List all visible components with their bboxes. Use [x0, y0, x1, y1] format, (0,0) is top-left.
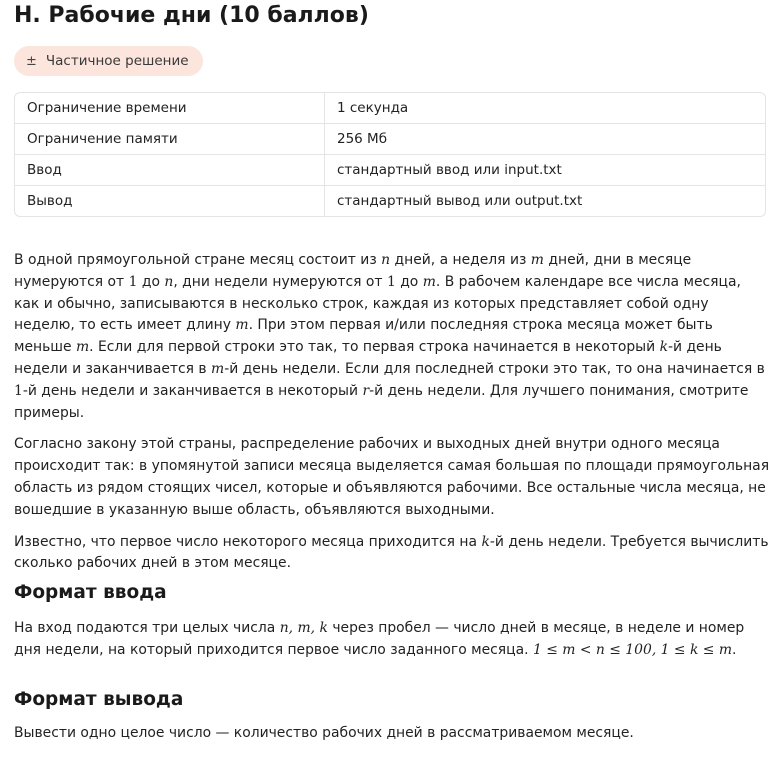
- problem-title: Н. Рабочие дни (10 баллов): [14, 3, 369, 28]
- text-span: -й день недели и заканчивается в некоторый: [22, 382, 363, 399]
- limits-table: [14, 92, 766, 217]
- math-var: m: [211, 360, 225, 377]
- text-span: , дни недели нумеруются от: [173, 273, 387, 290]
- math-var: k: [481, 533, 490, 550]
- text-span: -й день недели. Для лучшего понимания, смотрите примеры.: [14, 382, 749, 421]
- limit-key-memory: Ограничение памяти: [15, 124, 325, 155]
- text-span: до: [395, 273, 423, 290]
- statement-paragraph-2: Согласно закону этой страны, распределение рабочих и выходных дней внутри одного месяца происходит так: в упомянутой записи месяца выделяется самая большая по площади прямоугольная область из рядом стоящих чисел, которые и объявляются рабочими. Все остальные числа месяца, не вошедшие в указанную выше область, объявляются выходными.: [14, 436, 770, 518]
- limit-key-output: Вывод: [15, 186, 325, 216]
- math-var: m: [235, 317, 249, 334]
- text-span: дней, дни в месяце нумеруются от: [14, 252, 692, 290]
- math-var: k: [659, 339, 668, 356]
- table-row: [15, 124, 765, 155]
- limit-key-input: Ввод: [15, 155, 325, 186]
- math-num: 1: [14, 382, 23, 399]
- text-span: до: [137, 273, 165, 290]
- math-num: 1: [386, 273, 396, 290]
- plus-minus-icon: ±: [26, 53, 37, 69]
- problem-statement: [14, 250, 770, 585]
- statement-paragraph-3: [14, 532, 770, 576]
- input-format-text: [14, 618, 770, 662]
- limit-key-time: Ограничение времени: [15, 93, 325, 124]
- math-vars: n, m, k: [279, 620, 328, 636]
- partial-solution-badge: [14, 46, 203, 76]
- table-row: [15, 93, 765, 124]
- text-span: . В рабочем календаре все числа месяца, как и обычно, записываются в несколько строк, каждая из которых представляет собой одну неделю, то есть имеет длину: [14, 273, 741, 334]
- output-format-text: Вывести одно целое число — количество рабочих дней в рассматриваемом месяце.: [14, 725, 634, 741]
- math-constraint: 1 ≤ m < n ≤ 100, 1 ≤ k ≤ m: [532, 641, 733, 658]
- text-span: . Если для первой строки это так, то первая строка начинается в некоторый: [89, 339, 660, 356]
- limit-value-input: стандартный ввод или input.txt: [325, 155, 765, 186]
- math-var: m: [422, 273, 436, 290]
- text-span: .: [732, 641, 737, 658]
- text-span: . При этом первая и/или последняя строка месяца может быть меньше: [14, 317, 713, 356]
- text-span: -й день недели и заканчивается в: [14, 339, 722, 377]
- limit-value-time: 1 секунда: [325, 93, 765, 124]
- table-row: [15, 186, 765, 216]
- math-var: r: [362, 382, 370, 399]
- output-format-heading: Формат вывода: [14, 689, 184, 710]
- text-span: дней, а неделя из: [390, 252, 531, 268]
- math-var: n: [164, 273, 174, 290]
- table-row: [15, 155, 765, 186]
- text-span: -й день недели. Если для последней строки это так, то она начинается в: [224, 360, 765, 377]
- text-span: В одной прямоугольной стране месяц состоит из: [14, 252, 382, 268]
- text-span: Известно, что первое число некоторого месяца приходится на: [14, 533, 482, 550]
- limit-value-output: стандартный вывод или output.txt: [337, 193, 583, 209]
- input-format-heading: Формат ввода: [14, 582, 167, 603]
- math-num: 1: [128, 273, 138, 290]
- limit-value-memory: 256 Мб: [325, 124, 765, 155]
- text-span: На вход подаются три целых числа: [14, 620, 280, 636]
- math-var: n: [381, 252, 391, 268]
- badge-label: Частичное решение: [45, 53, 189, 69]
- math-var: m: [75, 339, 90, 356]
- text-span: -й день недели. Требуется вычислить сколько рабочих дней в этом месяце.: [14, 533, 769, 572]
- math-var: m: [530, 252, 544, 268]
- text-span: через пробел — число дней в месяце, в неделе и номер дня недели, на который приходится первое число заданного месяца.: [14, 620, 745, 658]
- statement-paragraph-1: [14, 250, 770, 424]
